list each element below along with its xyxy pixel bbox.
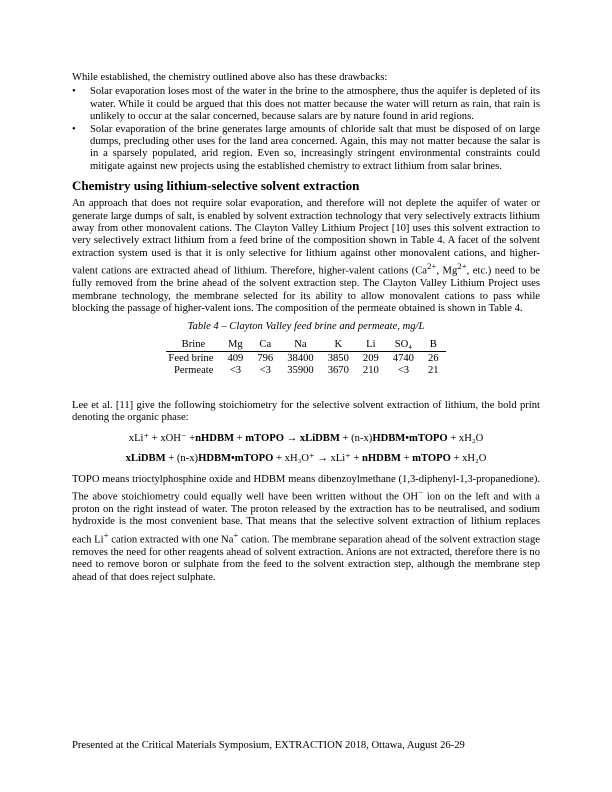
brine-table	[166, 338, 445, 378]
table-caption: Table 4 – Clayton Valley feed brine and permeate, mg/L	[187, 321, 425, 333]
equation-stripping: xLiDBM + (n-x)HDBM•mTOPO + xH₃O⁺ → xLi⁺ + nHDBM + mTOPO + xH₂O	[125, 453, 487, 465]
bullet-icon: •	[72, 123, 76, 135]
table-cell: Feed brine	[168, 352, 214, 364]
table-cell: 35900	[287, 365, 314, 377]
table-row	[166, 351, 445, 365]
table-cell: 3850	[327, 352, 349, 364]
table-cell: Permeate	[174, 365, 214, 377]
table-cell: 796	[257, 352, 274, 364]
table-cell: 26	[427, 352, 439, 364]
body-paragraph-1: An approach that does not require solar evaporation, and therefore will not deplete the aquifer of water or generate large dumps of salt, is enabled by solvent extraction technology that very selectively extracts lithium away from other monovalent cations. The Clayton Valley Lithium Project [10] uses this solvent extraction to very selectively extract lithium from a feed brine of the composition shown in Table 4. A facet of the solvent extraction system used is that it is only selective for lithium against other monovalent cations, and higher-valent cations are extracted ahead of lithium. Therefore, higher-valent cations ($Ca^{2+}$, $Mg^{2+}$, etc.) need to be fully removed from the brine ahead of the solvent extraction step. The Clayton Valley Lithium Project uses membrane technology, the membrane selected for its ability to allow monovalent cations to pass while blocking the passage of higher-valent ions. The composition of the permeate obtained is shown in Table 4.	[72, 198, 540, 315]
table-cell: 38400	[287, 352, 314, 364]
table-header: Na	[280, 338, 320, 352]
table-header: Brine	[166, 338, 220, 352]
table-cell: 4740	[392, 352, 414, 364]
table-cell: <3	[397, 365, 410, 377]
table-cell: 409	[227, 352, 244, 364]
table-cell: <3	[259, 365, 271, 377]
drawback-list	[72, 86, 540, 173]
bullet-icon: •	[72, 86, 76, 98]
list-item: • Solar evaporation of the brine generates large amounts of chloride salt that must be disposed of on large dumps, precluding other uses for the land area concerned. Again, this may not matter because the salar is in a sparsely populated, arid region. Even so, increasingly stringent environmental constraints could mitigate against new projects using the established chemistry to extract lithium from salar brines.	[72, 123, 540, 172]
table-header: B	[421, 338, 446, 352]
section-heading: Chemistry using lithium-selective solvent extraction	[72, 178, 360, 194]
table-header: Li	[356, 338, 386, 352]
list-item: • Solar evaporation loses most of the water in the brine to the atmosphere, thus the aquifer is depleted of its water. While it could be argued that this does not matter because the water will return as rain, that rain is unlikely to occur at the salar concerned, because salars are by nature found in arid regions.	[72, 86, 540, 123]
table-cell: 210	[362, 365, 379, 377]
table-cell: <3	[229, 365, 242, 377]
table-cell: 21	[427, 365, 439, 377]
table-cell: 3670	[327, 365, 349, 377]
table-header: Mg	[220, 338, 250, 352]
page-footer: Presented at the Critical Materials Symposium, EXTRACTION 2018, Ottawa, August 26-29	[72, 740, 465, 751]
table-header: K	[321, 338, 356, 352]
body-paragraph-3: TOPO means trioctylphosphine oxide and HDBM means dibenzoylmethane (1,3-diphenyl-1,3-propanedione). The above stoichiometry could equally well have been written without the OH− ion on the left and with a proton on the right instead of water. The proton released by the extraction has to be neutralised, and sodium hydroxide is the most convenient base. That means that the selective solvent extraction of lithium replaces each Li+ cation extracted with one Na+ cation. The membrane separation ahead of the solvent extraction stage removes the need for other reagents ahead of solvent extraction. Anions are not extracted, therefore there is no need to remove boron or sulphate from the feed to the solvent extraction step, although the membrane step ahead of that does reject sulphate.	[72, 473, 541, 583]
table-header-row	[166, 338, 445, 352]
intro-paragraph: While established, the chemistry outlined above also has these drawbacks:	[72, 72, 388, 83]
equation-extraction: xLi⁺ + xOH⁻ +nHDBM + mTOPO → xLiDBM + (n-x)HDBM•mTOPO + xH₂O	[128, 432, 484, 444]
table-header: SO₄	[386, 338, 421, 352]
table-header: Ca	[250, 338, 280, 352]
page-body	[72, 72, 540, 584]
table-cell: 209	[362, 352, 379, 364]
table-row	[166, 365, 445, 378]
body-paragraph-2: Lee et al. [11] give the following stoichiometry for the selective solvent extraction of lithium, the bold print denoting the organic phase:	[72, 400, 540, 424]
